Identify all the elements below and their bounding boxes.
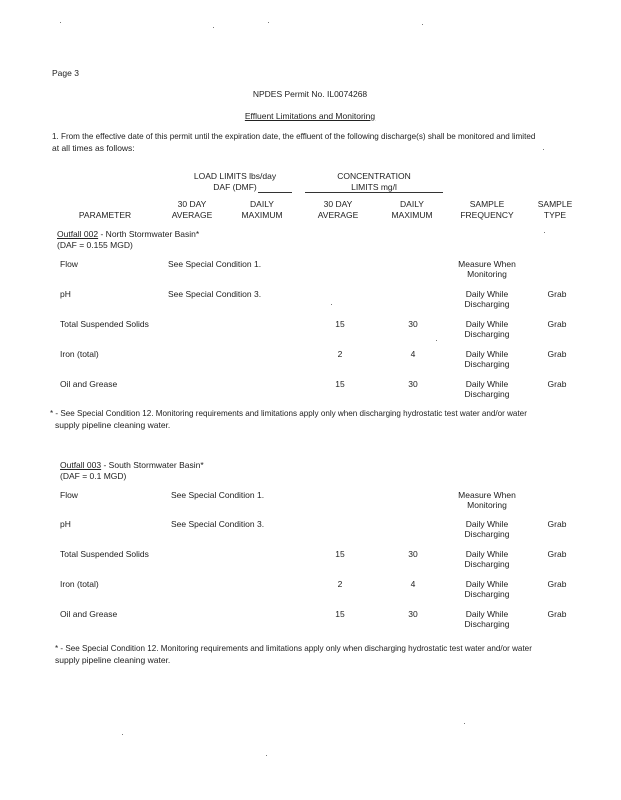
type-cell: Grab [547,519,567,529]
avg-cell: 15 [335,549,345,559]
load-cell: See Special Condition 1. [171,490,265,500]
outfall-002-footnote-line2: supply pipeline cleaning water. [55,420,171,430]
freq-cell: Measure When [458,490,516,500]
header-load-30day-avg: AVERAGE [171,210,213,220]
conc-limits-rule [305,192,443,193]
freq-cell-line2: Discharging [464,589,510,599]
freq-cell-line2: Monitoring [467,269,507,279]
freq-cell: Daily While [465,289,509,299]
outfall-003-footnote-line2: supply pipeline cleaning water. [55,655,171,665]
header-load-daily-max: MAXIMUM [241,210,283,220]
max-cell: 4 [410,349,416,359]
avg-cell: 2 [337,349,343,359]
param-cell: Oil and Grease [60,379,118,389]
outfall-003-title-suffix: - South Stormwater Basin* [101,460,204,470]
conc-limits-heading: CONCENTRATION [337,171,411,181]
header-conc-30day-avg: AVERAGE [317,210,359,220]
scan-speck [268,22,269,23]
type-cell: Grab [547,579,567,589]
freq-cell: Daily While [465,609,509,619]
header-sample-freq: SAMPLE [469,199,505,209]
outfall-003-footnote: * - See Special Condition 12. Monitoring requirements and limitations apply only when discharging hydrostatic test water and/or water [55,644,532,653]
outfall-003-title [60,460,204,470]
scan-speck [213,27,214,28]
load-cell: See Special Condition 1. [168,259,262,269]
page-number: Page 3 [52,68,79,78]
freq-cell-line2: Discharging [464,329,510,339]
max-cell: 4 [410,579,416,589]
param-cell: Total Suspended Solids [60,549,149,559]
freq-cell-line2: Discharging [464,299,510,309]
freq-cell-line2: Monitoring [467,500,507,510]
outfall-002-title-suffix: - North Stormwater Basin* [98,229,200,239]
type-cell: Grab [547,319,567,329]
max-cell: 30 [408,379,418,389]
freq-cell-line2: Discharging [464,389,510,399]
load-limits-subheading: DAF (DMF) [213,182,257,192]
type-cell: Grab [547,379,567,389]
freq-cell: Daily While [465,379,509,389]
type-cell: Grab [547,609,567,619]
param-cell: Oil and Grease [60,609,118,619]
header-load-daily: DAILY [250,199,274,209]
avg-cell: 15 [335,609,345,619]
scan-speck [60,22,61,23]
param-cell: Iron (total) [60,579,99,589]
outfall-003-daf: (DAF = 0.1 MGD) [60,471,127,481]
freq-cell: Measure When [458,259,516,269]
freq-cell-line2: Discharging [464,619,510,629]
intro-text-line1: 1. From the effective date of this permit until the expiration date, the effluent of the following discharge(s) shall be monitored and limited [52,132,536,141]
load-limits-rule [258,192,292,193]
header-conc-daily-max: MAXIMUM [391,210,433,220]
param-cell: Flow [60,490,78,500]
avg-cell: 2 [337,579,343,589]
intro-text-line2: at all times as follows: [52,143,135,153]
avg-cell: 15 [335,379,345,389]
scan-speck [122,734,123,735]
scan-speck [464,723,465,724]
scan-speck [436,340,437,341]
max-cell: 30 [408,319,418,329]
header-sample-type-label: TYPE [543,210,567,220]
type-cell: Grab [547,549,567,559]
load-cell: See Special Condition 3. [168,289,262,299]
param-cell: Flow [60,259,78,269]
header-load-30day: 30 DAY [177,199,207,209]
permit-title: NPDES Permit No. IL0074268 [252,89,368,99]
outfall-002-title-prefix: Outfall 002 [57,229,99,239]
outfall-003-title-prefix: Outfall 003 [60,460,102,470]
header-sample-type: SAMPLE [537,199,573,209]
outfall-002-title [57,229,199,239]
freq-cell: Daily While [465,319,509,329]
type-cell: Grab [547,349,567,359]
header-sample-frequency: FREQUENCY [460,210,514,220]
header-conc-daily: DAILY [400,199,424,209]
outfall-002-footnote: * - See Special Condition 12. Monitoring requirements and limitations apply only when discharging hydrostatic test water and/or water [50,409,527,418]
max-cell: 30 [408,609,418,619]
load-limits-heading: LOAD LIMITS lbs/day [193,171,277,181]
scan-speck [266,755,267,756]
scan-speck [544,232,545,233]
freq-cell: Daily While [465,579,509,589]
avg-cell: 15 [335,319,345,329]
max-cell: 30 [408,549,418,559]
header-conc-30day: 30 DAY [323,199,353,209]
scan-speck [422,24,423,25]
load-cell: See Special Condition 3. [171,519,265,529]
section-title: Effluent Limitations and Monitoring [244,111,376,121]
freq-cell: Daily While [465,349,509,359]
scan-speck [543,149,544,150]
conc-limits-subheading: LIMITS mg/l [351,182,397,192]
freq-cell: Daily While [465,519,509,529]
param-cell: pH [60,289,71,299]
freq-cell-line2: Discharging [464,529,510,539]
param-cell: Total Suspended Solids [60,319,149,329]
header-parameter: PARAMETER [78,210,132,220]
param-cell: Iron (total) [60,349,99,359]
freq-cell: Daily While [465,549,509,559]
freq-cell-line2: Discharging [464,559,510,569]
freq-cell-line2: Discharging [464,359,510,369]
outfall-002-daf: (DAF = 0.155 MGD) [57,240,133,250]
scan-speck [331,304,332,305]
param-cell: pH [60,519,71,529]
type-cell: Grab [547,289,567,299]
